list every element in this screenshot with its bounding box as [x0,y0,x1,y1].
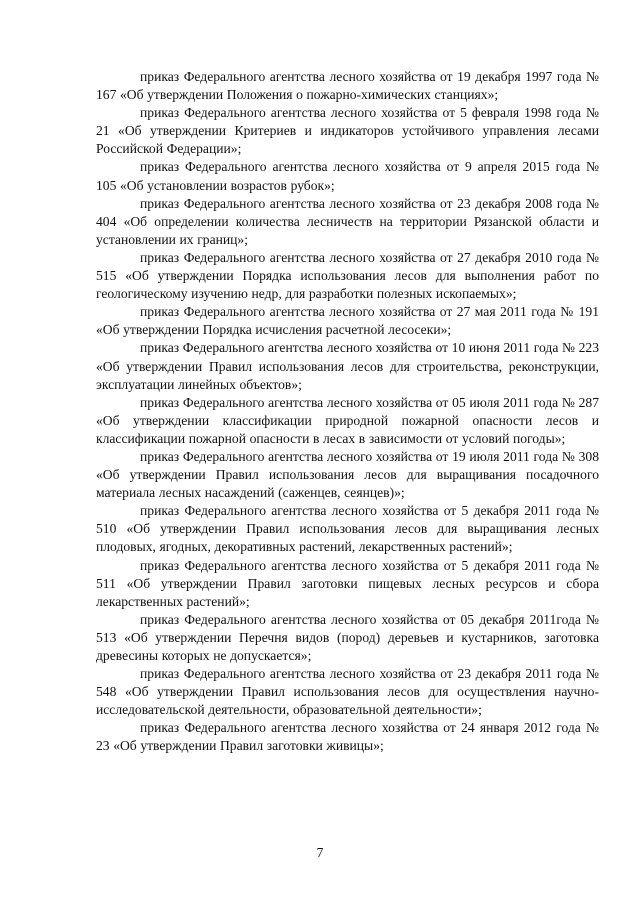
order-paragraph: приказ Федерального агентства лесного хозяйства от 5 декабря 2011 года № 510 «Об утверждении Правил использования лесов для выращивания лесных плодовых, ягодных, декоративных растений, лекарственных растений»; [96,503,599,555]
order-paragraph: приказ Федерального агентства лесного хозяйства от 19 июля 2011 года № 308 «Об утверждении Правил использования лесов для выращивания посадочного материала лесных насаждений (саженцев, сеянцев)»; [96,448,599,501]
order-paragraph: приказ Федерального агентства лесного хозяйства от 9 апреля 2015 года № 105 «Об установлении возрастов рубок»; [96,159,599,193]
order-paragraph: приказ Федерального агентства лесного хозяйства от 5 декабря 2011 года № 511 «Об утверждении Правил заготовки пищевых лесных ресурсов и сбора лекарственных растений»; [96,557,599,609]
order-paragraph: приказ Федерального агентства лесного хозяйства от 05 декабря 2011года № 513 «Об утверждении Перечня видов (пород) деревьев и кустарников, заготовка древесины которых не допускается»; [96,611,599,663]
order-paragraph: приказ Федерального агентства лесного хозяйства от 24 января 2012 года № 23 «Об утверждении Правил заготовки живицы»; [96,720,599,754]
order-paragraph: приказ Федерального агентства лесного хозяйства от 27 декабря 2010 года № 515 «Об утверждении Порядка использования лесов для выполнения работ по геологическому изучению недр, для разработки полезных ископаемых»; [96,249,599,302]
order-paragraph: приказ Федерального агентства лесного хозяйства от 23 декабря 2008 года № 404 «Об определении количества лесничеств на территории Рязанской области и установлении их границ»; [96,195,599,247]
page-number: 7 [316,845,324,860]
order-paragraph: приказ Федерального агентства лесного хозяйства от 27 мая 2011 года № 191 «Об утверждении Порядка исчисления расчетной лесосеки»; [96,304,599,338]
document-body [96,68,599,756]
order-paragraph: приказ Федерального агентства лесного хозяйства от 23 декабря 2011 года № 548 «Об утверждении Правил использования лесов для осуществления научно-исследовательской деятельности, образовательной деятельности»; [96,666,599,718]
order-paragraph: приказ Федерального агентства лесного хозяйства от 05 июля 2011 года № 287 «Об утверждении классификации природной пожарной опасности лесов и классификации пожарной опасности в лесах в зависимости от условий погоды»; [96,394,599,446]
order-paragraph: приказ Федерального агентства лесного хозяйства от 19 декабря 1997 года № 167 «Об утверждении Положения о пожарно-химических станциях»; [96,69,599,103]
order-paragraph: приказ Федерального агентства лесного хозяйства от 5 февраля 1998 года № 21 «Об утверждении Критериев и индикаторов устойчивого управления лесами Российской Федерации»; [96,105,599,157]
order-paragraph: приказ Федерального агентства лесного хозяйства от 10 июня 2011 года № 223 «Об утверждении Правил использования лесов для строительства, реконструкции, эксплуатации линейных объектов»; [96,340,599,392]
